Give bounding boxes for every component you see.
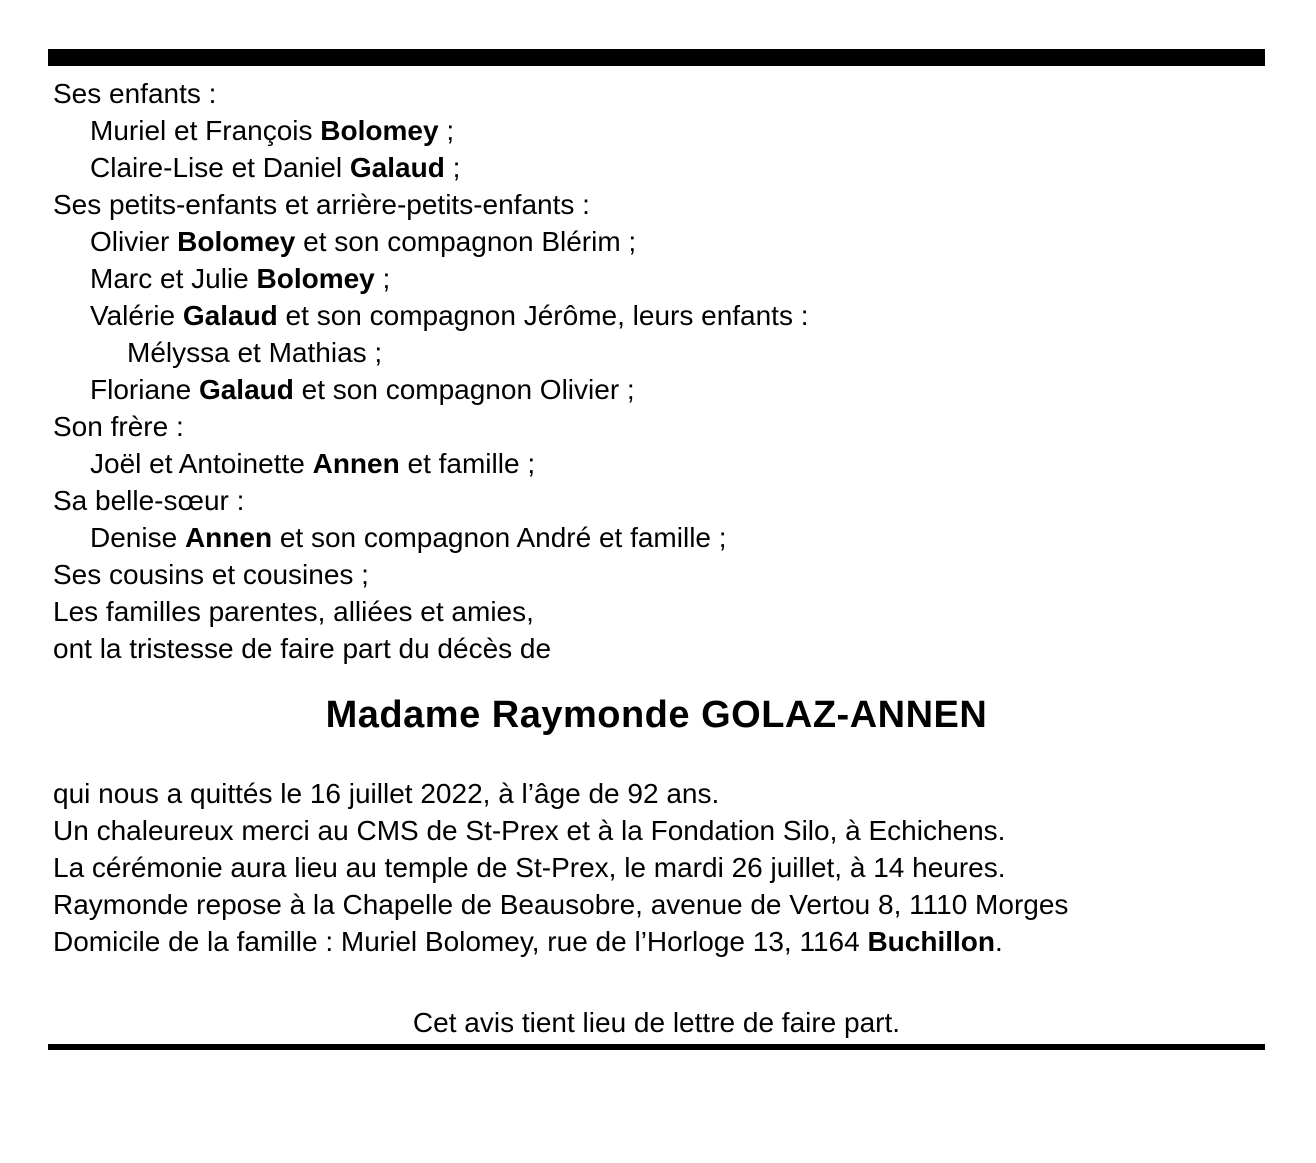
text-segment: Mélyssa et Mathias ; xyxy=(127,337,383,368)
notice-line xyxy=(53,334,1265,371)
surname-bold: Galaud xyxy=(182,300,278,331)
text-segment: Domicile de la famille : Muriel Bolomey, rue de l’Horloge 13, 1164 xyxy=(53,926,868,957)
surname-bold: Annen xyxy=(184,522,273,553)
top-rule xyxy=(48,49,1265,66)
notice-line xyxy=(53,186,1265,223)
deceased-name: Madame Raymonde GOLAZ-ANNEN xyxy=(325,694,988,736)
text-segment: Claire-Lise et Daniel xyxy=(90,152,350,183)
notice-line xyxy=(53,445,1265,482)
text-segment: Muriel et François xyxy=(90,115,321,146)
text-segment: Ses enfants : xyxy=(53,78,217,109)
surname-bold: Bolomey xyxy=(256,263,375,294)
surname-bold: Galaud xyxy=(198,374,294,405)
obituary-notice xyxy=(48,49,1265,1050)
notice-line xyxy=(53,630,1265,667)
notice-line xyxy=(53,408,1265,445)
surname-bold: Galaud xyxy=(349,152,445,183)
family-list xyxy=(48,75,1265,667)
text-segment: et son compagnon Jérôme, leurs enfants : xyxy=(277,300,809,331)
notice-line xyxy=(53,593,1265,630)
text-segment: ; xyxy=(438,115,455,146)
text-segment: ; xyxy=(444,152,461,183)
notice-line xyxy=(53,260,1265,297)
text-segment: Sa belle-sœur : xyxy=(53,485,245,516)
text-segment: Son frère : xyxy=(53,411,184,442)
text-segment: et son compagnon André et famille ; xyxy=(272,522,727,553)
text-segment: et son compagnon Olivier ; xyxy=(293,374,635,405)
text-segment: Floriane xyxy=(90,374,199,405)
notice-line xyxy=(53,482,1265,519)
notice-line xyxy=(53,849,1265,886)
text-segment: Olivier xyxy=(90,226,178,257)
text-segment: qui nous a quittés le 16 juillet 2022, à l’âge de 92 ans. xyxy=(53,778,720,809)
text-segment: . xyxy=(995,926,1003,957)
surname-bold: Bolomey xyxy=(320,115,439,146)
notice-line xyxy=(53,297,1265,334)
text-segment: Marc et Julie xyxy=(90,263,257,294)
text-segment: Joël et Antoinette xyxy=(90,448,313,479)
text-segment: Raymonde repose à la Chapelle de Beausobre, avenue de Vertou 8, 1110 Morges xyxy=(53,889,1069,920)
notice-line xyxy=(53,149,1265,186)
surname-bold: Annen xyxy=(312,448,400,479)
text-segment: Ses petits-enfants et arrière-petits-enfants : xyxy=(53,189,590,220)
text-segment: Ses cousins et cousines ; xyxy=(53,559,369,590)
notice-line xyxy=(53,112,1265,149)
surname-bold: Buchillon xyxy=(867,926,995,957)
text-segment: Denise xyxy=(90,522,185,553)
notice-line xyxy=(53,371,1265,408)
notice-line xyxy=(53,556,1265,593)
text-segment: ont la tristesse de faire part du décès de xyxy=(53,633,552,664)
text-segment: et son compagnon Blérim ; xyxy=(295,226,637,257)
text-segment: Un chaleureux merci au CMS de St-Prex et à la Fondation Silo, à Echichens. xyxy=(53,815,1006,846)
surname-bold: Bolomey xyxy=(177,226,296,257)
text-segment: Valérie xyxy=(90,300,183,331)
text-segment: La cérémonie aura lieu au temple de St-Prex, le mardi 26 juillet, à 14 heures. xyxy=(53,852,1006,883)
notice-line xyxy=(53,75,1265,112)
notice-line xyxy=(53,923,1265,960)
footer-note: Cet avis tient lieu de lettre de faire part. xyxy=(412,1007,901,1038)
notice-line xyxy=(53,223,1265,260)
text-segment: et famille ; xyxy=(399,448,536,479)
notice-line xyxy=(53,519,1265,556)
notice-line xyxy=(53,775,1265,812)
notice-line xyxy=(53,886,1265,923)
text-segment: Les familles parentes, alliées et amies, xyxy=(53,596,534,627)
announcement-details xyxy=(48,775,1265,960)
bottom-rule xyxy=(48,1044,1265,1050)
notice-line xyxy=(53,812,1265,849)
text-segment: ; xyxy=(374,263,391,294)
